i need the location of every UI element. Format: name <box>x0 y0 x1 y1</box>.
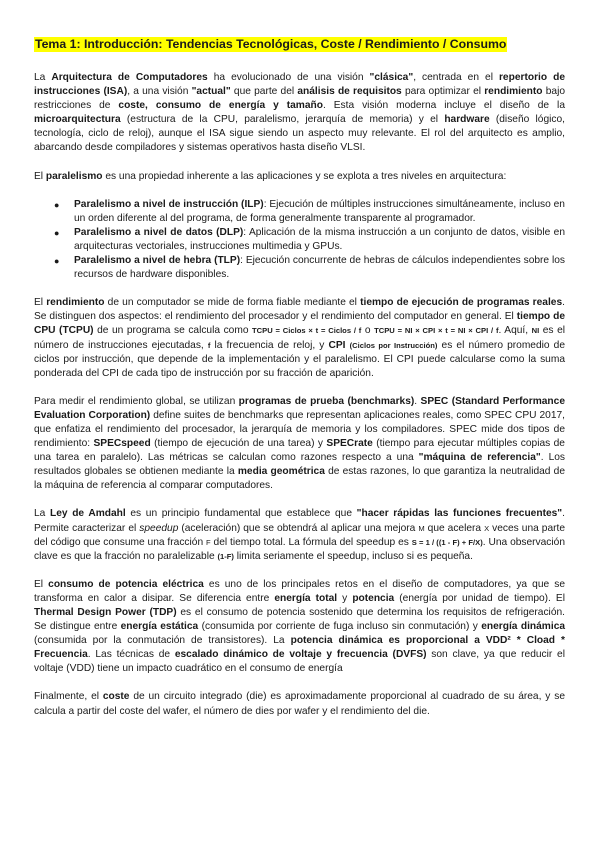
text-run: análisis de requisitos <box>297 86 402 98</box>
text-run: speedup <box>139 522 179 534</box>
text-run: Para medir el rendimiento global, se utilizan <box>34 395 239 407</box>
text-run: (consumida por la conmutación de transistores). La <box>34 635 291 647</box>
text-run: . <box>414 395 421 407</box>
text-run: es una propiedad inherente a las aplicaciones y se explota a tres niveles en arquitectura: <box>102 170 507 182</box>
text-run: , a una visión <box>127 86 192 98</box>
text-run: M <box>418 523 425 533</box>
text-run: potencia <box>352 592 395 604</box>
text-run: de un computador se mide de forma fiable mediante el <box>104 297 361 309</box>
document-title: Tema 1: Introducción: Tendencias Tecnológicas, Coste / Rendimiento / Consumo <box>35 37 507 51</box>
text-run: Thermal Design Power (TDP) <box>34 607 177 618</box>
text-run: "hacer rápidas las funciones frecuentes" <box>356 508 563 520</box>
text-run: Paralelismo a nivel de instrucción (ILP) <box>74 198 264 210</box>
text-run: El <box>34 170 46 182</box>
text-run: SPECspeed <box>93 438 151 450</box>
text-run: (consumida por corriente de fuga incluso sin conmutación) y <box>198 621 482 633</box>
text-run: El <box>34 578 49 590</box>
text-run: es uno de los principales retos en el diseño de computadores, ya que se transforma en calor a disipar. Se diferencia entre <box>34 578 566 604</box>
text-run: energía total <box>274 592 338 604</box>
parallelism-list <box>34 198 565 283</box>
text-run: NI <box>531 326 540 336</box>
text-run: (aceleración) que se obtendrá al aplicar una mejora <box>178 522 419 534</box>
text-run: La <box>34 72 52 83</box>
text-run: F <box>206 537 211 547</box>
text-run: y <box>337 592 353 604</box>
paragraph-architecture <box>34 71 565 156</box>
text-run: SPECrate <box>326 438 373 450</box>
list-item-tlp <box>54 254 565 282</box>
text-run: . Permite caracterizar el <box>34 508 565 534</box>
text-run: consumo de potencia eléctrica <box>48 578 204 590</box>
text-run: rendimiento <box>46 297 105 309</box>
text-run: del tiempo total. La fórmula del speedup es <box>210 536 412 548</box>
text-run: es el consumo de potencia sostenido que determina los requisitos de refrigeración. Se distingue entre <box>34 607 565 633</box>
text-run: "actual" <box>191 86 231 98</box>
text-run: SPEC (Standard Performance Evaluation Corporation) <box>34 395 565 421</box>
text-run: (energía por unidad de tiempo). El <box>394 592 565 604</box>
text-run: que parte del <box>230 86 298 98</box>
text-run: programas de prueba (benchmarks) <box>238 395 415 407</box>
text-run: veces una parte del código que consume una fracción <box>34 522 565 548</box>
text-run: (Ciclos por Instrucción) <box>349 340 438 350</box>
text-run: (estructura de la CPU, paralelismo, jerarquía de memoria) y el <box>120 114 445 126</box>
text-run: "clásica" <box>369 72 414 83</box>
text-run: hardware <box>444 114 490 126</box>
text-run: de estas razones, lo que garantiza la neutralidad de la máquina de referencia al comparar computadores. <box>34 466 565 492</box>
text-run: , centrada en el <box>413 72 499 83</box>
text-run: potencia dinámica es proporcional a VDD² * Cload * Frecuencia <box>34 635 565 661</box>
text-run: La <box>34 508 50 520</box>
text-run: coste <box>102 691 130 703</box>
text-run: la frecuencia de reloj, y <box>210 339 329 351</box>
paragraph-amdahl <box>34 507 565 563</box>
text-run: es un principio fundamental que establece que <box>125 508 357 520</box>
bullet-icon: ● <box>54 199 60 210</box>
text-run: rendimiento <box>484 86 543 98</box>
text-run: energía dinámica <box>481 621 566 633</box>
text-run: microarquitectura <box>34 114 121 126</box>
text-run: son clave, ya que reducir el voltaje (VDD) tiene un impacto cuadrático en el consumo de energía <box>34 649 565 675</box>
text-run: Finalmente, el <box>34 691 103 703</box>
text-run: TCPU = NI × CPI × t = NI × CPI / f <box>374 326 499 336</box>
text-run: : Ejecución concurrente de hebras de cálculos independientes sobre los recursos de hardware disponibles. <box>74 255 565 281</box>
list-item-ilp <box>54 198 565 226</box>
text-run: bajo restricciones de <box>34 86 565 112</box>
text-run: . Una observación clave es que la fracción no paralelizable <box>34 536 565 562</box>
text-run: ha evolucionado de una visión <box>207 72 370 83</box>
text-run: (diseño lógico, tecnología, ciclo de reloj), aunque el ISA sigue siendo un aspecto muy relevante. El rol del arquitecto es amplio, abarcando desde compiladores y sistemas operativos hasta diseño VLSI. <box>34 114 565 154</box>
paragraph-parallelism-intro <box>34 170 565 184</box>
text-run: Ley de Amdahl <box>49 508 126 520</box>
text-run: . Las técnicas de <box>87 649 175 661</box>
text-run: de un circuito integrado (die) es aproximadamente proporcional al cuadrado de su área, y se calcula a partir del coste del wafer, el número de dies por wafer y el rendimiento del die. <box>34 691 565 717</box>
text-run: media geométrica <box>237 466 325 478</box>
text-run: S = 1 / ((1 - F) + F/X) <box>411 537 483 547</box>
text-run: f <box>207 340 211 350</box>
text-run: de un programa se calcula como <box>93 325 253 337</box>
text-run: tiempo de CPU (TCPU) <box>34 311 565 337</box>
bullet-icon: ● <box>54 256 60 267</box>
text-run: o <box>361 325 375 337</box>
text-run: para optimizar el <box>401 86 485 98</box>
text-run: Arquitectura de Computadores <box>51 72 208 83</box>
list-item-text <box>74 199 565 224</box>
text-run: . Los resultados globales se obtienen mediante la <box>34 452 565 478</box>
text-run: coste, consumo de energía y tamaño <box>118 100 323 112</box>
paragraph-performance <box>34 296 565 381</box>
text-run: TCPU = Ciclos × t = Ciclos / f <box>252 326 362 336</box>
text-run: Paralelismo a nivel de datos (DLP) <box>74 226 244 238</box>
text-run: limita seriamente el speedup, incluso si es pequeña. <box>233 550 473 562</box>
text-run: : Aplicación de la misma instrucción a un conjunto de datos, visible en arquitecturas vectoriales, instrucciones multimedia y GPUs. <box>74 226 565 252</box>
text-run: paralelismo <box>45 170 103 182</box>
text-run: . Aquí, <box>498 325 532 337</box>
text-run: es el número de instrucciones ejecutadas, <box>34 325 565 351</box>
text-run: . Se distinguen dos aspectos: el rendimiento del procesador y el rendimiento del computador en general. El <box>34 297 565 323</box>
paragraph-power <box>34 578 565 677</box>
list-item-text <box>74 255 565 280</box>
text-run: . Esta visión moderna incluye el diseño de la <box>322 100 565 112</box>
text-run: (1-F) <box>217 551 234 561</box>
text-run: es el número promedio de ciclos por instrucción, que depende de la implementación y el paralelismo. El CPI puede calcularse como la suma ponderada del CPI de cada tipo de instrucción por su fracción de aparición. <box>34 339 566 379</box>
text-run: X <box>484 523 490 533</box>
text-run: : Ejecución de múltiples instrucciones simultáneamente, incluso en un orden diferente al del programa, de forma generalmente transparente al programador. <box>74 198 565 224</box>
text-run: repertorio de instrucciones (ISA) <box>34 72 565 98</box>
text-run: define suites de benchmarks que representan aplicaciones reales, como SPEC CPU 2017, que enfatiza el rendimiento del procesador, la jerarquía de memoria y los compiladores. SPEC mide dos tipos de rendimiento: <box>34 409 566 450</box>
paragraph-benchmarks <box>34 395 565 494</box>
text-run: (tiempo de ejecución de una tarea) y <box>150 438 327 450</box>
text-run: que acelera <box>424 522 485 534</box>
list-item-text <box>74 227 565 252</box>
text-run: CPI <box>328 339 346 351</box>
text-run: Paralelismo a nivel de hebra (TLP) <box>74 255 241 267</box>
text-run: escalado dinámico de voltaje y frecuencia (DVFS) <box>174 649 427 661</box>
text-run: El <box>34 297 47 309</box>
bullet-icon: ● <box>54 227 60 238</box>
text-run: energía estática <box>120 621 199 633</box>
paragraph-cost <box>34 690 565 718</box>
text-run: tiempo de ejecución de programas reales <box>360 297 563 309</box>
list-item-dlp <box>54 226 565 254</box>
text-run: "máquina de referencia" <box>418 452 541 464</box>
text-run: (tiempo para ejecutar múltiples copias de una tarea en paralelo). Las métricas se calculan como razones respecto a una <box>34 438 565 464</box>
